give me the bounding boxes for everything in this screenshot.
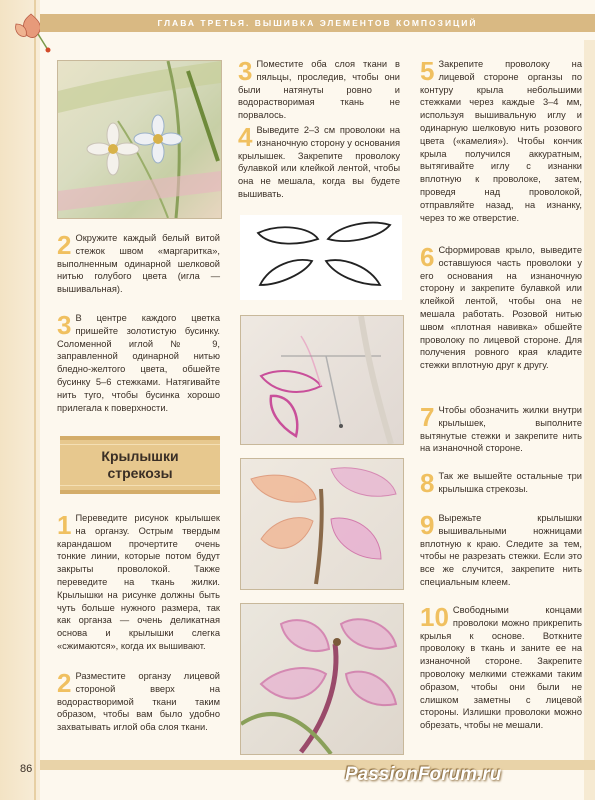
step-4-text-block [238, 124, 400, 201]
step-number: 2 [57, 668, 72, 698]
step-10-text-block [420, 604, 582, 732]
step-text: Чтобы обозначить жилки внутри крылышек, выполните вытянутые стежки и закрепите нить на изнаночной стороне. [420, 405, 582, 454]
step-text: Разместите органзу лицевой стороной вверх на водорастворимой ткани таким образом, чтобы вам было удобно захватывать иглой оба слоя ткани. [57, 671, 220, 733]
step-text: Переведите рисунок крылышек на органзу. Острым твердым карандашом прочертите очень тонкие линии, которые потом будут закрыты проволокой. Также переведите на ткань жилки. Крылышки на рисунке должны быть чуть больше нужного размера, так как органза — очень деликатная основа и крылышки слегка «сжимаются», когда их вышивают. [57, 513, 220, 651]
step-text: Поместите оба слоя ткани в пяльцы, проследив, чтобы они были натянуты ровно и водорастворимая ткань не порвалось. [238, 59, 400, 121]
step-number: 4 [238, 122, 253, 152]
step-3-text-block [57, 312, 220, 414]
watermark: PassionForum.ru [345, 764, 502, 785]
step-text: Сформировав крыло, выведите оставшуюся часть проволоки у его основания на изнаночную сторону и закрепите булавкой или клейкой лентой, чтобы она не мешала работать. Розовой нитью швом «плотная навивка» обшейте проволоку по лицевой стороне. Для получения ровного края кладите стежки вплотную друг к другу. [420, 245, 582, 371]
step-number: 6 [420, 242, 435, 272]
step-5-text-block [420, 58, 582, 224]
step-2-text-block [57, 232, 220, 296]
right-margin [584, 40, 595, 800]
photo-embroidered-flowers [57, 60, 222, 219]
step-7-text-block [420, 404, 582, 455]
wing-outline-drawing [240, 215, 402, 300]
step-number: 9 [420, 510, 435, 540]
section-title: Крылышки стрекозы [101, 448, 179, 481]
wing-step-2-text-block [57, 670, 220, 734]
step-number: 3 [238, 56, 253, 86]
step-text: Свободными концами проволоки можно прикрепить крылья к основе. Воткните проволоку в ткань и заните ее на изнаночной стороне. Закрепите проволоку мелкими стежками таким образом, чтобы они были не слишком заметны с лицевой стороны. Излишки проволоки можно обрезать, чтобы не мешали. [420, 605, 582, 731]
step-number: 10 [420, 602, 449, 632]
photo-dragonfly-wings-organza [240, 458, 404, 590]
step-text: Так же вышейте остальные три крылышка стрекозы. [438, 471, 582, 494]
step-6-text-block [420, 244, 582, 372]
footer-band [40, 760, 595, 770]
step-3-wing-text-block [238, 58, 400, 122]
step-9-text-block [420, 512, 582, 589]
step-number: 7 [420, 402, 435, 432]
step-text: Вырежьте крылышки вышивальными ножницами вплотную к краю. Следите за тем, чтобы не разрезать стежки. Если это все же случится, закрепите нить специальным клеем. [420, 513, 582, 587]
step-number: 3 [57, 310, 72, 340]
photo-finished-dragonfly [240, 603, 404, 755]
step-number: 8 [420, 468, 435, 498]
step-text: В центре каждого цветка пришейте золотистую бусинку. Соломенной иглой № 9, заправленной одинарной нитью бледно-желтого цвета, обшейте бусинку 5–6 стежками. Натягивайте нить туго, чтобы бусинка хорошо прилегала к поверхности. [57, 313, 220, 413]
wing-step-1-text-block [57, 512, 220, 653]
step-text: Окружите каждый белый витой стежок швом «маргаритка», выполненным одинарной шелковой нитью голубого цвета (игла — вышивальная). [57, 233, 220, 295]
step-number: 5 [420, 56, 435, 86]
step-text: Выведите 2–3 см проволоки на изнаночную сторону у основания крылышек. Закрепите проволоку булавкой или клейкой лентой, чтобы она не мешала, когда вы будете вышивать. [238, 125, 400, 199]
left-margin-stripe [0, 0, 40, 800]
step-8-text-block [420, 470, 582, 496]
photo-stitching-wing-wire [240, 315, 404, 445]
chapter-title: ГЛАВА ТРЕТЬЯ. ВЫШИВКА ЭЛЕМЕНТОВ КОМПОЗИЦИЙ [157, 18, 478, 28]
page-number: 86 [20, 763, 33, 775]
step-number: 2 [57, 230, 72, 260]
step-text: Закрепите проволоку на лицевой стороне органзы по контуру крыла небольшими стежками через каждые 3–4 мм, используя вышивальную иглу и одинарную шелковую нить розового цвета («камелия»). Чтобы кончик крыла получился аккуратным, вытягивайте иглу с изнанки вплотную к проволоке, затем, проведя над проволокой, отправляйте назад, на изнанку, через то же отверстие. [420, 59, 582, 223]
step-number: 1 [57, 510, 72, 540]
